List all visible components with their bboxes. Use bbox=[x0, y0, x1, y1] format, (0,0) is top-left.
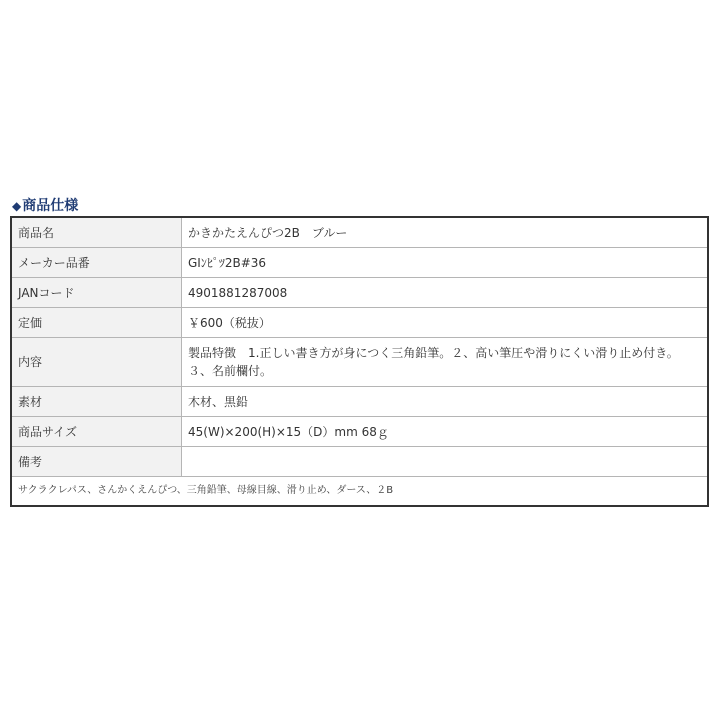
value-material: 木材、黒鉛 bbox=[182, 387, 709, 417]
table-row bbox=[11, 477, 708, 507]
spec-table bbox=[10, 216, 709, 507]
table-row bbox=[11, 217, 708, 248]
label-product-name: 商品名 bbox=[11, 217, 182, 248]
table-row bbox=[11, 338, 708, 387]
value-jan-code: 4901881287008 bbox=[182, 278, 709, 308]
label-product-size: 商品サイズ bbox=[11, 417, 182, 447]
value-list-price: ￥600（税抜） bbox=[182, 308, 709, 338]
table-row bbox=[11, 278, 708, 308]
diamond-bullet-icon: ◆ bbox=[12, 199, 22, 213]
table-row bbox=[11, 447, 708, 477]
table-row bbox=[11, 387, 708, 417]
section-title: 商品仕様 bbox=[22, 198, 79, 214]
table-row bbox=[11, 308, 708, 338]
label-maker-part-number: メーカー品番 bbox=[11, 248, 182, 278]
section-heading bbox=[10, 196, 709, 216]
value-product-size: 45(W)×200(H)×15（D）mm 68ｇ bbox=[182, 417, 709, 447]
value-contents: 製品特徴 1.正しい書き方が身につく三角鉛筆。２、高い筆圧や滑りにくい滑り止め付き。３、名前欄付。 bbox=[182, 338, 709, 387]
value-product-name: かきかたえんぴつ2B ブルー bbox=[182, 217, 709, 248]
table-row bbox=[11, 417, 708, 447]
value-maker-part-number: GIﾝﾋﾟﾂ2B#36 bbox=[182, 248, 709, 278]
label-contents: 内容 bbox=[11, 338, 182, 387]
keywords-text: サクラクレパス、さんかくえんぴつ、三角鉛筆、母線目線、滑り止め、ダース、２B bbox=[11, 477, 708, 507]
label-material: 素材 bbox=[11, 387, 182, 417]
table-row bbox=[11, 248, 708, 278]
label-remarks: 備考 bbox=[11, 447, 182, 477]
product-spec-section bbox=[10, 196, 709, 507]
value-remarks bbox=[182, 447, 709, 477]
label-jan-code: JANコード bbox=[11, 278, 182, 308]
label-list-price: 定価 bbox=[11, 308, 182, 338]
